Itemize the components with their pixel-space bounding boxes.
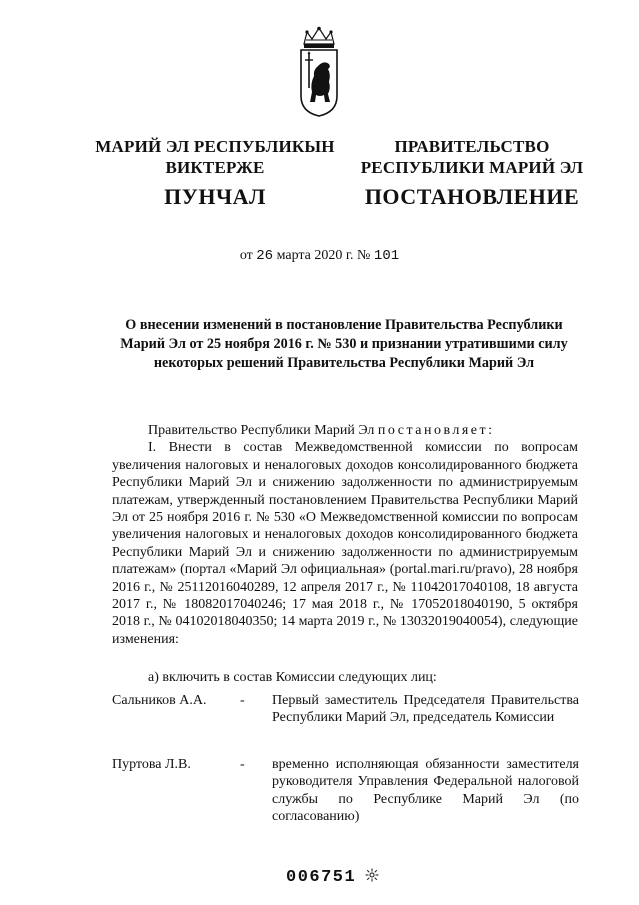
- sub-item-a: а) включить в состав Комиссии следующих лиц:: [148, 670, 437, 685]
- document-date-line: [0, 248, 639, 264]
- header-right-doc-type: ПОСТАНОВЛЕНИЕ: [364, 184, 580, 209]
- member-name: Сальников А.А.: [112, 693, 207, 708]
- document-title: О внесении изменений в постановление Правительства Республики Марий Эл от 25 ноября 2016 г. № 530 и признании утратившими силу некоторых решений Правительства Республики Марий Эл: [120, 317, 568, 371]
- header-left-line2: ВИКТЕРЖЕ: [165, 158, 265, 177]
- item-1-paragraph: I. Внести в состав Межведомственной комиссии по вопросам увеличения налоговых и неналоговых доходов консолидированного бюджета Республики Марий Эл и снижению задолженности по администрируемым платежам, утвержденный постановлением Правительства Республики Марий Эл от 25 ноября 2016 г. № 530 «О Межведомственной комиссии по вопросам увеличения налоговых и неналоговых доходов консолидированного бюджета Республики Марий Эл и снижению задолженности по администрируемым платежам» (портал «Марий Эл официальная» (portal.mari.ru/pravo), 28 ноября 2016 г., № 25112016040289, 12 апреля 2017 г., № 11042017040108, 18 августа 2017 г., № 18082017040246; 17 мая 2018 г., № 17052018040190, 5 октября 2018 г., № 04102018040350; 14 марта 2019 г., № 13032019040054), следующие изменения:: [112, 440, 578, 647]
- document-number: 101: [373, 248, 400, 264]
- member-name: Пуртова Л.В.: [112, 757, 191, 772]
- header-right-block: [356, 136, 588, 212]
- form-serial-number: 006751: [286, 868, 357, 887]
- header-left-doc-type: ПУНЧАЛ: [164, 184, 266, 209]
- document-body: [112, 422, 578, 648]
- date-month-year: марта 2020 г. №: [276, 248, 371, 263]
- member-dash: -: [240, 757, 245, 772]
- date-prefix: от: [239, 248, 253, 263]
- rosette-ornament-icon: [365, 868, 379, 882]
- intro-lead: Правительство Республики Марий Эл: [148, 423, 375, 438]
- header-left-block: [90, 136, 340, 212]
- member-position: временно исполняющая обязанности заместителя руководителя Управления Федеральной налоговой службы по Республике Марий Эл (по согласованию): [272, 757, 579, 825]
- member-position: Первый заместитель Председателя Правительства Республики Марий Эл, председатель Комиссии: [272, 693, 579, 726]
- intro-paragraph: [112, 422, 578, 439]
- date-day: 26: [256, 248, 274, 264]
- intro-verb: постановляет:: [377, 423, 495, 438]
- coat-of-arms-emblem: [298, 26, 340, 118]
- header-right-line1: ПРАВИТЕЛЬСТВО: [394, 137, 550, 156]
- header-right-line2: РЕСПУБЛИКИ МАРИЙ ЭЛ: [360, 158, 584, 177]
- header-left-line1: МАРИЙ ЭЛ РЕСПУБЛИКЫН: [95, 137, 335, 156]
- member-dash: -: [240, 693, 245, 708]
